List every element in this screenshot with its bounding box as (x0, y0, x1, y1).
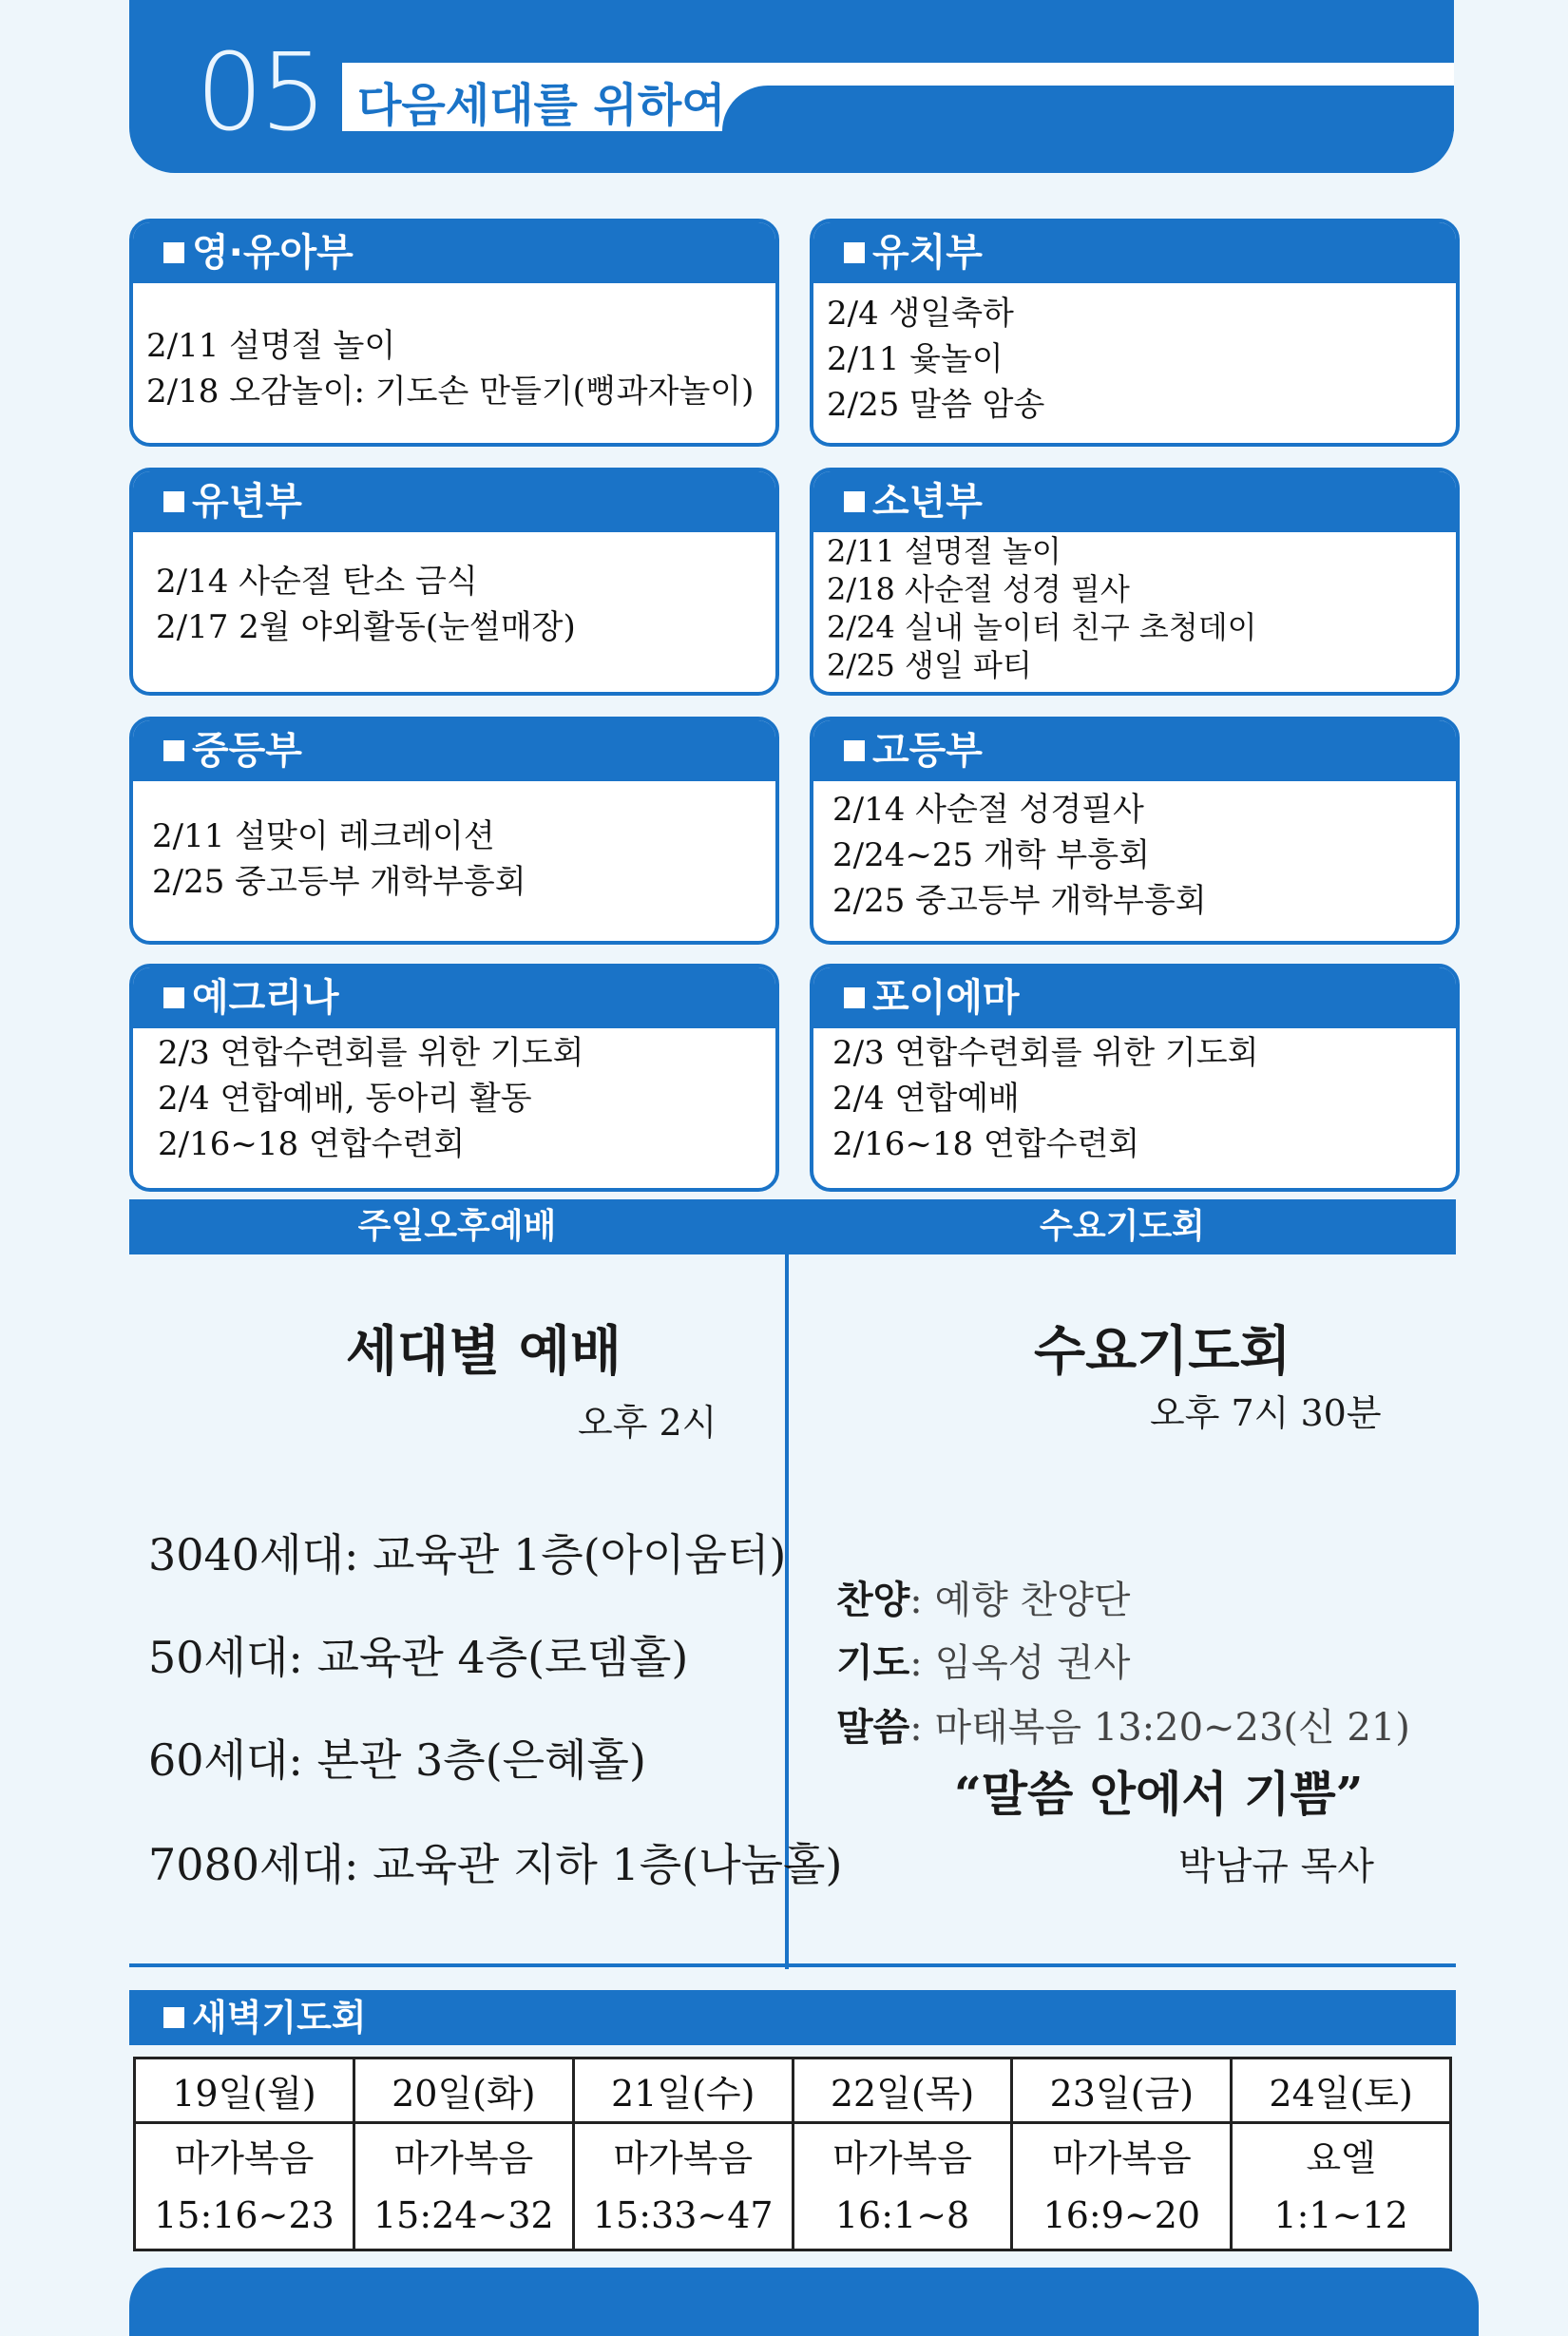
venue-item: 50세대: 교육관 4층(로뎀홀) (148, 1632, 689, 1683)
square-bullet-icon (844, 987, 865, 1008)
praise-line (836, 1570, 1130, 1624)
section-title: 다음세대를 위하여 (357, 79, 726, 132)
prayer-value: : 임옥성 권사 (909, 1641, 1131, 1685)
verse-ref: 16:1~8 (834, 2193, 970, 2236)
praise-label: 찬양 (836, 1578, 910, 1622)
dept-item: 2/17 2월 야외활동(눈썰매장) (156, 608, 576, 646)
dept-item: 2/16~18 연합수련회 (158, 1125, 466, 1163)
scripture-cell (573, 2123, 793, 2250)
verse-ref: 15:24~32 (373, 2193, 554, 2236)
dept-name: 영·유아부 (192, 231, 354, 275)
dept-item: 2/25 생일 파티 (827, 647, 1032, 683)
square-bullet-icon (163, 987, 184, 1008)
scripture-cell (354, 2123, 573, 2250)
sermon-title: “말씀 안에서 기쁨” (954, 1766, 1364, 1822)
dept-item: 2/11 설명절 놀이 (146, 327, 396, 365)
dept-item: 2/11 윷놀이 (827, 340, 1004, 378)
sunday-service-title: 세대별 예배 (346, 1320, 621, 1383)
square-bullet-icon (163, 491, 184, 512)
dept-item: 2/14 사순절 탄소 금식 (156, 563, 478, 601)
section-title-tab (342, 63, 1454, 131)
day-cell: 23일(금) (1012, 2058, 1232, 2123)
verse-ref: 1:1~12 (1273, 2193, 1408, 2236)
prayer-line (836, 1633, 1130, 1687)
dept-box-elementary-lower (129, 468, 779, 696)
square-bullet-icon (844, 740, 865, 761)
dept-item: 2/3 연합수련회를 위한 기도회 (158, 1034, 584, 1072)
table-row (135, 2123, 1451, 2250)
dept-item: 2/25 말씀 암송 (827, 386, 1045, 424)
wednesday-time: 오후 7시 30분 (1150, 1392, 1382, 1434)
scripture-cell (793, 2123, 1012, 2250)
dept-name: 유년부 (192, 480, 302, 524)
day-cell: 19일(월) (135, 2058, 354, 2123)
sermon-label: 말씀 (836, 1705, 910, 1750)
book-name: 마가복음 (832, 2136, 972, 2179)
dept-item: 2/4 연합예배 (832, 1080, 1020, 1118)
sermon-value: : 마태복음 13:20~23(신 21) (909, 1706, 1410, 1750)
preacher: 박남규 목사 (1178, 1845, 1374, 1888)
square-bullet-icon (163, 740, 184, 761)
dept-item: 2/4 생일축하 (827, 295, 1014, 333)
dept-name: 예그리나 (192, 976, 339, 1020)
dept-box-poiema (810, 964, 1460, 1192)
sunday-service-time: 오후 2시 (578, 1402, 717, 1444)
dept-item: 2/18 오감놀이: 기도손 만들기(뻥과자놀이) (146, 373, 755, 411)
prayer-label: 기도 (836, 1640, 910, 1685)
dept-item: 2/25 중고등부 개학부흥회 (832, 882, 1207, 920)
verse-ref: 16:9~20 (1042, 2193, 1201, 2236)
dept-box-middle (129, 717, 779, 945)
dept-box-infant (129, 219, 779, 447)
square-bullet-icon (844, 242, 865, 263)
dawn-prayer-header (129, 1990, 1456, 2045)
dept-name: 소년부 (872, 480, 983, 524)
dept-item: 2/25 중고등부 개학부흥회 (152, 863, 526, 901)
dept-box-yegrina (129, 964, 779, 1192)
dept-box-elementary-upper (810, 468, 1460, 696)
square-bullet-icon (163, 242, 184, 263)
book-name: 마가복음 (1051, 2136, 1192, 2179)
day-cell: 22일(목) (793, 2058, 1012, 2123)
venue-item: 3040세대: 교육관 1층(아이움터) (148, 1529, 787, 1580)
dept-box-high (810, 717, 1460, 945)
dawn-prayer-table (133, 2057, 1452, 2251)
day-cell: 21일(수) (573, 2058, 793, 2123)
wednesday-title: 수요기도회 (1034, 1320, 1291, 1383)
dept-name: 중등부 (192, 729, 302, 773)
dept-name: 유치부 (872, 231, 983, 275)
sunday-afternoon-header: 주일오후예배 (129, 1199, 785, 1254)
verse-ref: 15:16~23 (154, 2193, 335, 2236)
sermon-line (836, 1697, 1410, 1752)
venue-item: 7080세대: 교육관 지하 1층(나눔홀) (148, 1839, 843, 1890)
section-number: 05 (196, 31, 324, 155)
book-name: 마가복음 (174, 2136, 315, 2179)
scripture-cell (1012, 2123, 1232, 2250)
scripture-cell (1232, 2123, 1451, 2250)
square-bullet-icon (844, 491, 865, 512)
dept-name: 고등부 (872, 729, 983, 773)
dept-item: 2/11 설맞이 레크레이션 (152, 817, 495, 855)
scripture-cell (135, 2123, 354, 2250)
section-header (129, 0, 1454, 173)
book-name: 마가복음 (613, 2136, 754, 2179)
wednesday-header: 수요기도회 (789, 1199, 1456, 1254)
dept-item: 2/14 사순절 성경필사 (832, 791, 1144, 829)
book-name: 요엘 (1306, 2136, 1376, 2179)
dept-item: 2/18 사순절 성경 필사 (827, 571, 1130, 607)
verse-ref: 15:33~47 (592, 2193, 774, 2236)
footer-band (129, 2268, 1479, 2336)
praise-value: : 예향 찬양단 (909, 1579, 1131, 1622)
venue-item: 60세대: 본관 3층(은혜홀) (148, 1734, 646, 1786)
book-name: 마가복음 (393, 2136, 534, 2179)
dept-item: 2/11 설명절 놀이 (827, 533, 1061, 569)
section-divider (129, 1963, 1456, 1967)
day-cell: 24일(토) (1232, 2058, 1451, 2123)
dept-name: 포이에마 (872, 976, 1020, 1020)
dept-box-kindergarten (810, 219, 1460, 447)
table-row (135, 2058, 1451, 2123)
square-bullet-icon (163, 2007, 184, 2028)
dawn-prayer-label: 새벽기도회 (192, 1997, 367, 2039)
dept-item: 2/16~18 연합수련회 (832, 1125, 1140, 1163)
dept-item: 2/24~25 개학 부흥회 (832, 836, 1150, 874)
dept-item: 2/3 연합수련회를 위한 기도회 (832, 1034, 1259, 1072)
day-cell: 20일(화) (354, 2058, 573, 2123)
dept-item: 2/4 연합예배, 동아리 활동 (158, 1080, 532, 1118)
dept-item: 2/24 실내 놀이터 친구 초청데이 (827, 609, 1257, 645)
